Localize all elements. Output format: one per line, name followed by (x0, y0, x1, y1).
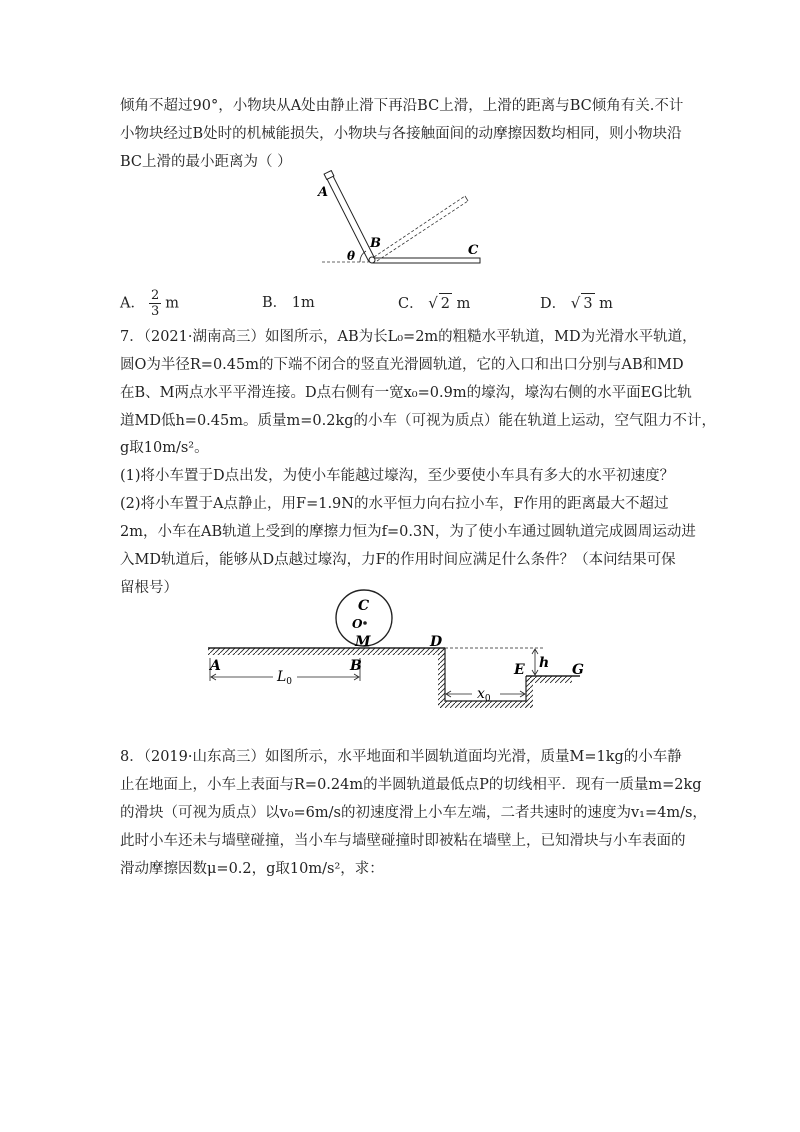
option-b[interactable] (262, 293, 315, 313)
option-c[interactable]: C． √ 2 m (398, 294, 471, 312)
q7-label-a: A (210, 658, 221, 674)
q7-label-d: D (430, 634, 443, 650)
q7-line-7: (2)将小车置于A点静止，用F=1.9N的水平恒力向右拉小车，F作用的距离最大不超过 (120, 496, 669, 512)
option-c-radicand: 2 (439, 293, 452, 314)
q7-line-1: 7．（2021·湖南高三）如图所示，AB为长L₀=2m的粗糙水平轨道，MD为光滑水平轨道， (120, 329, 697, 345)
option-d[interactable]: D． √ 3 m (540, 294, 613, 312)
q6-label-b: B (370, 236, 381, 251)
option-d-radicand: 3 (581, 293, 594, 314)
q7-label-h: h (539, 655, 550, 671)
q8-line-2: 止在地面上，小车上表面与R=0.24m的半圆轨道最低点P的切线相平．现有一质量m=2kg (120, 777, 702, 793)
q6-dashed-plank (374, 196, 465, 257)
q7-ditch-left-wall (438, 648, 445, 708)
q7-label-c: C (358, 598, 370, 614)
q7-label-b: B (350, 658, 362, 674)
q7-label-e: E (514, 662, 525, 678)
q8-line-1: 8．（2019·山东高三）如图所示，水平地面和半圆轨道面均光滑，质量M=1kg的小车静 (120, 749, 682, 765)
q7-label-g: G (572, 662, 584, 678)
q7-track-ab-md (208, 648, 445, 655)
option-a-label: A． (120, 295, 145, 312)
q7-line-9: 入MD轨道后，能够从D点越过壕沟，力F的作用时间应满足什么条件？（本问结果可保 (120, 552, 676, 568)
q8-line-5: 滑动摩擦因数μ=0.2，g取10m/s²，求： (120, 861, 384, 877)
option-c-unit: m (456, 296, 471, 312)
q7-center-o (363, 621, 367, 625)
q6-plank-bc (372, 258, 480, 263)
option-b-value: 1m (291, 295, 315, 311)
q6-line-1: 倾角不超过90°，小物块从A处由静止滑下再沿BC上滑，上滑的距离与BC倾角有关.不计 (120, 98, 684, 114)
q6-incline-figure (300, 170, 500, 270)
option-c-label: C． (398, 296, 424, 312)
q8-line-3: 的滑块（可视为质点）以v₀=6m/s的初速度滑上小车左端，二者共速时的速度为v₁=4m/s， (120, 805, 707, 821)
q7-line-4: 道MD低h=0.45m。质量m=0.2kg的小车（可视为质点）能在轨道上运动，空气阻力不计， (120, 413, 717, 429)
q6-line-3: BC上滑的最小距离为（ ） (120, 154, 292, 170)
q7-track-eg (526, 676, 572, 683)
q7-label-l0: $L_0$ (277, 669, 293, 687)
option-a-unit: m (165, 295, 180, 312)
q7-line-8: 2m，小车在AB轨道上受到的摩擦力恒为f=0.3N，为了使小车通过圆轨道完成圆周运动进 (120, 524, 696, 540)
q6-label-theta: θ (347, 249, 356, 263)
q6-label-c: C (468, 243, 479, 258)
q7-label-m: M (355, 634, 371, 650)
q7-line-10: 留根号） (120, 580, 178, 596)
option-a-fraction: $\frac{2}{3}$ (150, 288, 160, 319)
q7-line-3: 在B、M两点水平平滑连接。D点右侧有一宽x₀=0.9m的壕沟，壕沟右侧的水平面EG比轨 (120, 385, 692, 401)
option-a[interactable] (120, 288, 179, 319)
option-d-unit: m (599, 296, 613, 312)
q7-line-5: g取10m/s²。 (120, 440, 209, 456)
q7-label-x0: $x_0$ (477, 686, 491, 704)
option-b-label: B． (262, 295, 288, 311)
option-d-label: D． (540, 296, 567, 312)
q6-line-2: 小物块经过B处时的机械能损失，小物块与各接触面间的动摩擦因数均相同，则小物块沿 (120, 126, 682, 142)
q7-line-2: 圆O为半径R=0.45m的下端不闭合的竖直光滑圆轨道，它的入口和出口分别与AB和MD (120, 357, 684, 373)
q7-line-6: (1)将小车置于D点出发，为使小车能越过壕沟，至少要使小车具有多大的水平初速度？ (120, 468, 675, 484)
q6-hinge (369, 257, 375, 263)
q7-track-figure (200, 588, 600, 718)
q6-label-a: A (318, 185, 329, 200)
q7-label-o: O (352, 617, 363, 631)
q8-line-4: 此时小车还未与墙壁碰撞，当小车与墙壁碰撞时即被粘在墙壁上，已知滑块与小车表面的 (120, 833, 686, 849)
